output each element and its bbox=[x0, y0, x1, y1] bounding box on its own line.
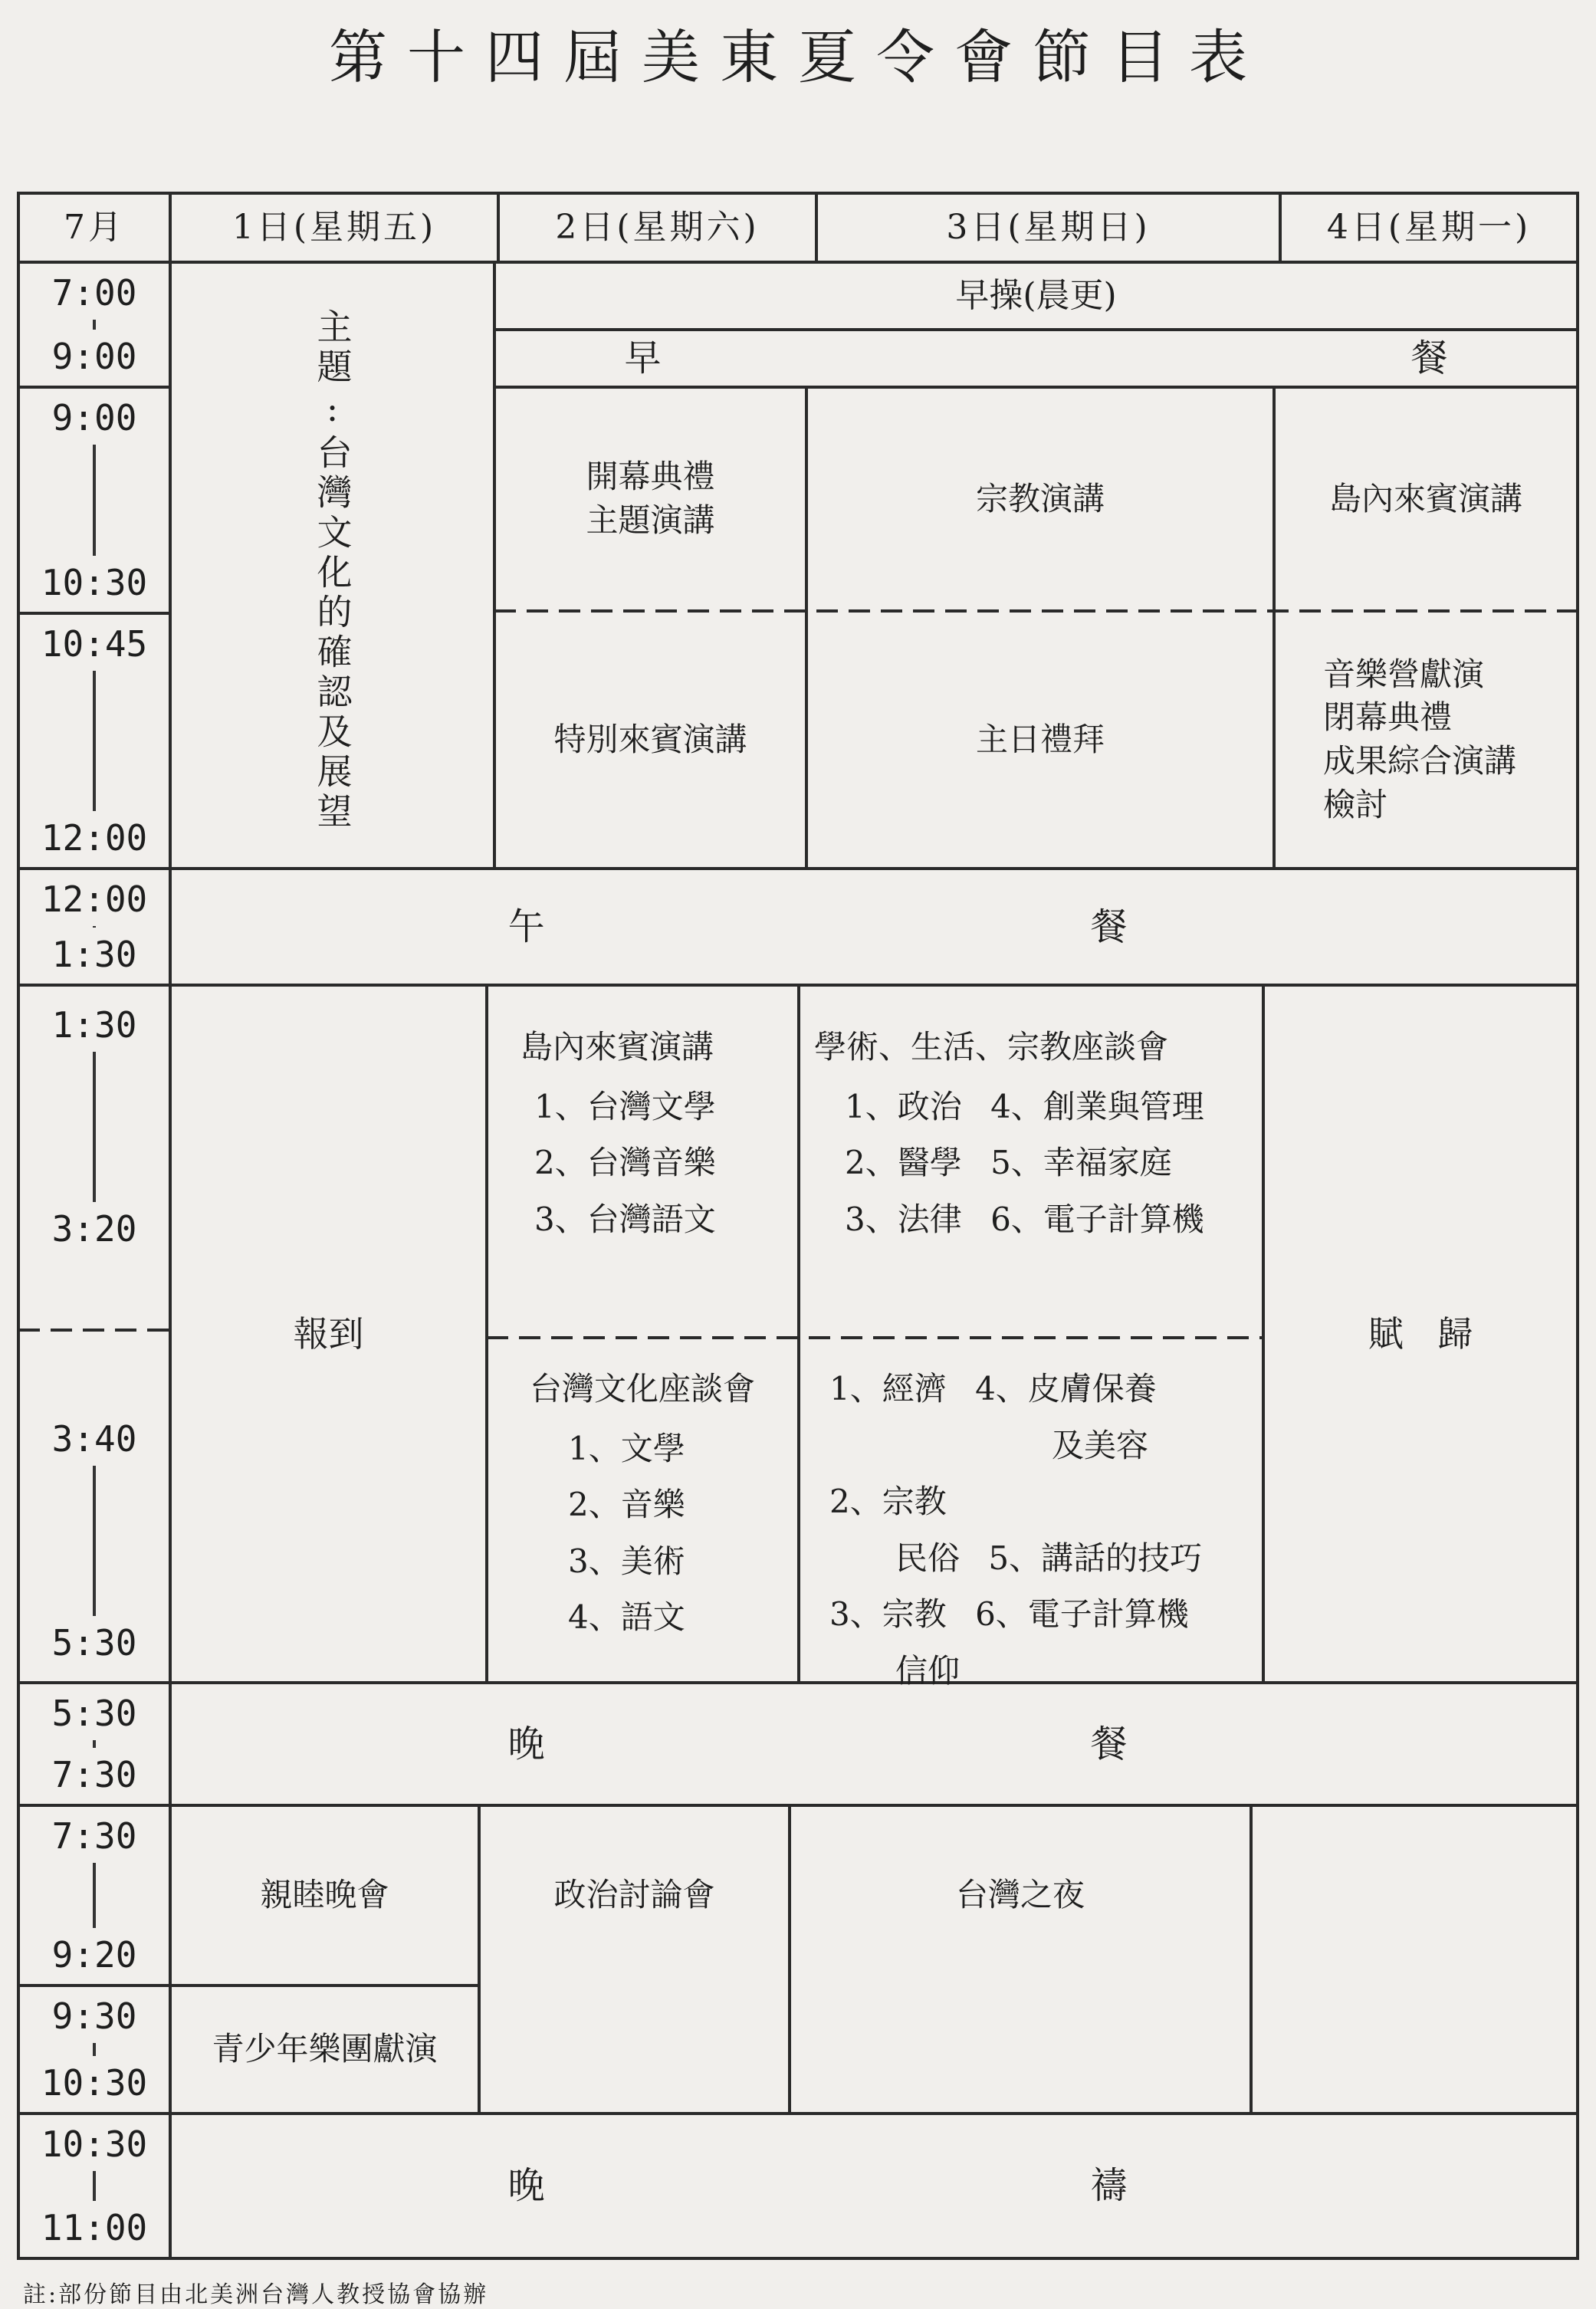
time-slot: 9:30 10:30 bbox=[41, 1995, 148, 2104]
header-day-4: 4日(星期一) bbox=[1326, 208, 1532, 248]
time-slot: 3:40 5:30 bbox=[51, 1418, 137, 1664]
day1-theme-cell bbox=[170, 262, 494, 869]
mon-am1: 島內來賓演講 bbox=[1328, 479, 1522, 517]
day1-youth: 青少年樂團獻演 bbox=[212, 2030, 438, 2068]
sun-evening: 台灣之夜 bbox=[955, 1876, 1085, 1914]
sun-pm1: 學術、生活、宗教座談會 1、政治 4、創業與管理 2、醫學 5、幸福家庭 3、法律 6、電子計算機 bbox=[814, 1028, 1204, 1238]
sat-evening: 政治討論會 bbox=[553, 1876, 715, 1914]
night-prayer-row: 晚 禱 bbox=[507, 2164, 1128, 2208]
time-slot: 1:30 3:20 bbox=[51, 1004, 137, 1250]
sat-pm1: 島內來賓演講 1、台灣文學 2、台灣音樂 3、台灣語文 bbox=[521, 1028, 716, 1238]
mon-am2: 音樂營獻演 閉幕典禮 成果綜合演講 檢討 bbox=[1323, 655, 1517, 823]
sun-am2: 主日禮拜 bbox=[975, 720, 1105, 758]
header-day-3: 3日(星期日) bbox=[946, 208, 1151, 248]
mon-depart: 賦 歸 bbox=[1368, 1312, 1473, 1355]
footnote: 註:部份節目由北美洲台灣人教授協會協辦 bbox=[23, 2281, 489, 2308]
day1-checkin: 報到 bbox=[293, 1312, 364, 1355]
header-day-1: 1日(星期五) bbox=[232, 208, 437, 248]
lunch-row: 午 餐 bbox=[507, 905, 1128, 948]
time-slot: 7:30 9:20 bbox=[51, 1815, 137, 1976]
breakfast-row: 早 餐 bbox=[624, 337, 1448, 380]
sat-am2: 特別來賓演講 bbox=[553, 720, 747, 758]
sat-pm2: 台灣文化座談會 1、文學 2、音樂 3、美術 4、語文 bbox=[530, 1370, 756, 1636]
page-title: 第十四屆美東夏令會節目表 bbox=[329, 23, 1267, 91]
header-month: 7月 bbox=[64, 208, 125, 248]
time-slot: 9:00 10:30 bbox=[41, 397, 148, 603]
sun-pm2: 1、經濟 4、皮膚保養 及美容 2、宗教 民俗 5、講話的技巧 3、宗教 6、電子計算機 信仰 bbox=[829, 1370, 1203, 1690]
sun-am1: 宗教演講 bbox=[975, 479, 1105, 517]
time-slot: 5:30 7:30 bbox=[51, 1693, 137, 1795]
dinner-row: 晚 餐 bbox=[507, 1722, 1128, 1765]
time-slot: 10:30 11:00 bbox=[41, 2123, 148, 2248]
header-day-2: 2日(星期六) bbox=[555, 208, 760, 248]
morning-exercise: 早操(晨更) bbox=[955, 276, 1117, 316]
time-slot: 12:00 1:30 bbox=[41, 879, 148, 975]
time-slot: 10:45 12:00 bbox=[41, 623, 148, 859]
sat-am1: 開幕典禮 主題演講 bbox=[586, 458, 715, 539]
day1-theme: 主題:台灣文化的確認及展望 bbox=[311, 308, 353, 833]
time-slot: 7:00 9:00 bbox=[51, 272, 137, 377]
day1-social: 親睦晚會 bbox=[260, 1876, 389, 1914]
